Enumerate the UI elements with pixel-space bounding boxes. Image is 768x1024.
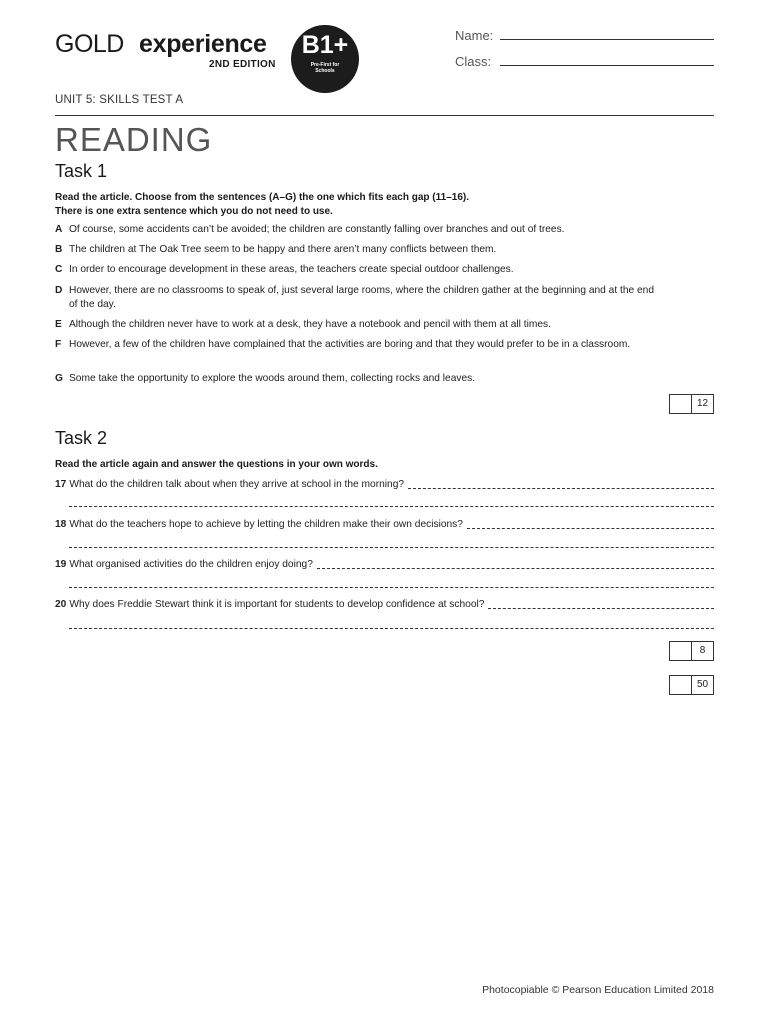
question-text: What do the children talk about when they arrive at school in the morning? (69, 479, 405, 490)
task1-instruction-2: There is one extra sentence which you do not need to use. (55, 206, 333, 217)
total-score-box[interactable] (669, 675, 714, 695)
level-badge (291, 25, 359, 93)
option-letter: F (55, 339, 62, 350)
option-text: In order to encourage development in these areas, the teachers create special outdoor challenges. (69, 264, 514, 275)
option-f (55, 338, 655, 352)
option-letter: C (55, 264, 63, 275)
option-g (55, 372, 655, 386)
copyright-footer: Photocopiable © Pearson Education Limited 2018 (482, 984, 714, 996)
option-text: However, there are no classrooms to speak of, just several large rooms, where the children gather at the beginning and at the end of the day. (69, 285, 654, 310)
task2-score-box[interactable] (669, 641, 714, 661)
score-entry-cell[interactable] (670, 676, 692, 694)
option-text: The children at The Oak Tree seem to be happy and there aren’t many conflicts between them. (69, 244, 497, 255)
answer-line[interactable] (317, 568, 714, 569)
option-b (55, 243, 655, 257)
task2-instruction: Read the article again and answer the questions in your own words. (55, 459, 378, 470)
question-20 (55, 598, 714, 612)
name-line[interactable] (500, 39, 714, 40)
question-number: 17 (55, 479, 67, 490)
answer-line[interactable] (69, 628, 714, 629)
score-entry-cell[interactable] (670, 642, 692, 660)
level-badge-text: B1+ (301, 31, 349, 59)
answer-line[interactable] (408, 488, 714, 489)
answer-line[interactable] (69, 587, 714, 588)
option-text: Some take the opportunity to explore the woods around them, collecting rocks and leaves. (69, 373, 476, 384)
question-18 (55, 518, 714, 532)
name-field[interactable] (455, 28, 714, 46)
option-text: Of course, some accidents can’t be avoided; the children are constantly falling over branches and out of trees. (69, 224, 565, 235)
question-17 (55, 478, 714, 492)
question-text: What do the teachers hope to achieve by letting the children make their own decisions? (69, 519, 463, 530)
logo-gold-text: GOLD (55, 30, 124, 58)
task1-instruction-1: Read the article. Choose from the sentences (A–G) the one which fits each gap (11–16). (55, 192, 469, 203)
option-letter: A (55, 224, 63, 235)
task1-score-box[interactable] (669, 394, 714, 414)
option-text: However, a few of the children have complained that the activities are boring and that they would prefer to be in a classroom. (69, 339, 631, 350)
gold-experience-logo (55, 30, 365, 80)
name-label: Name: (455, 28, 494, 43)
option-letter: E (55, 319, 62, 330)
option-letter: G (55, 373, 63, 384)
option-a (55, 223, 655, 237)
level-badge-subtext: Pre-First for Schools (310, 62, 340, 74)
logo-edition-text: 2ND EDITION (209, 59, 276, 70)
option-text: Although the children never have to work at a desk, they have a notebook and pencil with them at all times. (69, 319, 551, 330)
option-d (55, 284, 655, 312)
question-19 (55, 558, 714, 572)
total-score-value: 50 (696, 679, 709, 690)
answer-line[interactable] (488, 608, 714, 609)
score-max-value: 12 (696, 398, 709, 409)
class-label: Class: (455, 54, 492, 69)
answer-line[interactable] (69, 506, 714, 507)
logo-experience-text: experience (139, 30, 267, 58)
header-divider (55, 115, 714, 116)
option-letter: D (55, 285, 63, 296)
question-text: What organised activities do the children enjoy doing? (69, 559, 313, 570)
question-number: 18 (55, 519, 67, 530)
question-number: 20 (55, 599, 67, 610)
question-number: 19 (55, 559, 67, 570)
answer-line[interactable] (69, 547, 714, 548)
score-max-value: 8 (699, 645, 706, 656)
page-title: READING (55, 121, 213, 158)
option-letter: B (55, 244, 63, 255)
question-text: Why does Freddie Stewart think it is important for students to develop confidence at school? (69, 599, 485, 610)
option-e (55, 318, 655, 332)
task1-heading: Task 1 (55, 161, 108, 181)
option-c (55, 263, 655, 277)
class-line[interactable] (500, 65, 714, 66)
task2-heading: Task 2 (55, 428, 108, 448)
class-field[interactable] (455, 54, 714, 72)
score-entry-cell[interactable] (670, 395, 692, 413)
answer-line[interactable] (467, 528, 714, 529)
unit-label: UNIT 5: SKILLS TEST A (55, 94, 184, 106)
